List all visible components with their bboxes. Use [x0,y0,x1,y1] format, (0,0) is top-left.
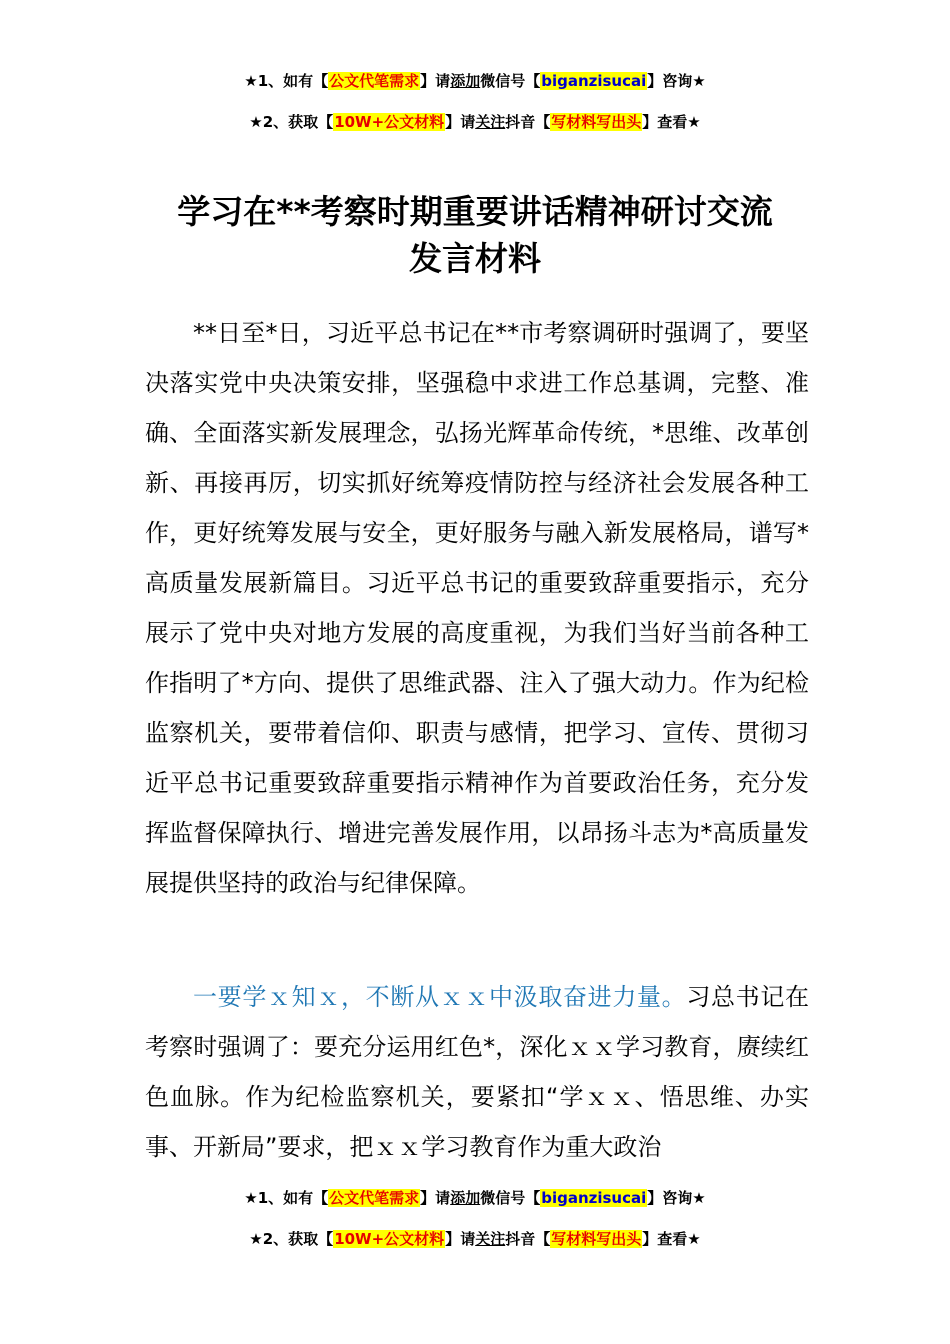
banner-text: 微信号【 [480,72,541,90]
title-line-2: 发言材料 [409,239,541,278]
banner-text: 】咨询★ [647,72,706,90]
title-line-1: 学习在**考察时期重要讲话精神研讨交流 [177,192,773,231]
banner-text: 】请 [420,72,451,90]
banner-douyin-account: 写材料写出头 [551,1230,642,1248]
banner-text: 】请 [445,1230,476,1248]
banner-text: 微信号【 [480,1189,541,1207]
banner-text: 抖音【 [505,1230,551,1248]
banner-emphasis: 关注 [475,113,506,131]
banner-emphasis: 添加 [450,1189,481,1207]
banner-text: 】查看★ [642,113,701,131]
promo-banner-footer-line-1 [0,1187,950,1209]
promo-banner-line-1 [0,70,950,92]
banner-text: 】请 [420,1189,451,1207]
banner-text: 】咨询★ [647,1189,706,1207]
banner-emphasis: 关注 [475,1230,506,1248]
banner-text: 抖音【 [505,113,551,131]
banner-text: 】查看★ [642,1230,701,1248]
banner-wechat-id: biganzisucai [541,1189,647,1207]
paragraph-2-body: 习总书记在考察时强调了：要充分运用红色*，深化ｘｘ学习教育，赓续红色血脉。作为纪检监察机关，要紧扣“学ｘｘ、悟思维、办实事、开新局”要求，把ｘｘ学习教育作为重大政治 [145,983,810,1161]
banner-highlight: 公文代笔需求 [329,72,420,90]
banner-emphasis: 添加 [450,72,481,90]
banner-text: ★1、如有【 [244,72,329,90]
promo-banner-footer-line-2 [0,1228,950,1250]
paragraph-2 [145,972,809,1172]
banner-douyin-account: 写材料写出头 [551,113,642,131]
paragraph-2-heading: 一要学ｘ知ｘ，不断从ｘｘ中汲取奋进力量。 [193,983,687,1011]
banner-highlight: 10W+公文材料 [334,1230,445,1248]
banner-wechat-id: biganzisucai [541,72,647,90]
banner-text: ★1、如有【 [244,1189,329,1207]
banner-highlight: 公文代笔需求 [329,1189,420,1207]
banner-text: ★2、获取【 [249,113,334,131]
banner-text: 】请 [445,113,476,131]
banner-text: ★2、获取【 [249,1230,334,1248]
paragraph-1: **日至*日，习近平总书记在**市考察调研时强调了，要坚决落实党中央决策安排，坚强稳中求进工作总基调，完整、准确、全面落实新发展理念，弘扬光辉革命传统，*思维、改革创新、再接再厉，切实抓好统筹疫情防控与经济社会发展各种工作，更好统筹发展与安全，更好服务与融入新发展格局，谱写*高质量发展新篇目。习近平总书记的重要致辞重要指示，充分展示了党中央对地方发展的高度重视，为我们当好当前各种工作指明了*方向、提供了思维武器、注入了强大动力。作为纪检监察机关，要带着信仰、职责与感情，把学习、宣传、贯彻习近平总书记重要致辞重要指示精神作为首要政治任务，充分发挥监督保障执行、增进完善发展作用，以昂扬斗志为*高质量发展提供坚持的政治与纪律保障。 [145,319,809,897]
banner-highlight: 10W+公文材料 [334,113,445,131]
promo-banner-line-2 [0,111,950,133]
document-title [0,188,950,282]
